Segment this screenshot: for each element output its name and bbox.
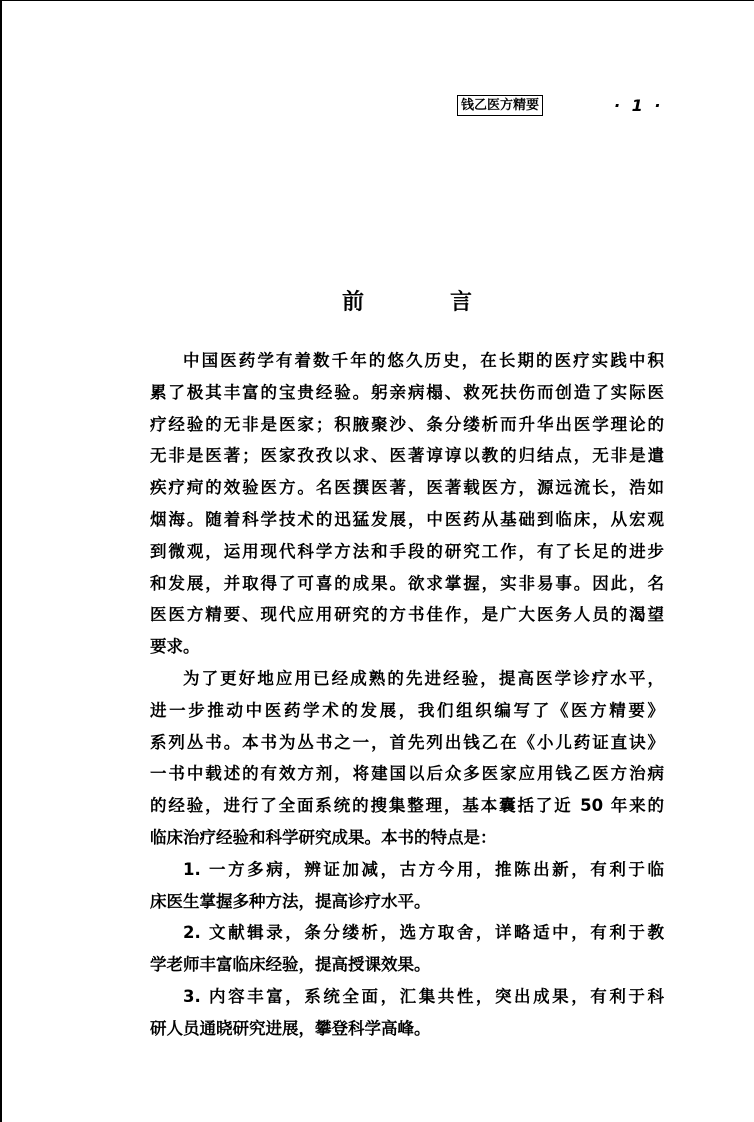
text-line: 系列丛书。本书为丛书之一，首先列出钱乙在《小儿药证直诀》	[150, 732, 664, 752]
text-line: 研人员通晓研究进展，攀登科学高峰。	[150, 1018, 431, 1038]
text-line: 2. 文献辑录，条分缕析，选方取舍，详略适中，有利于教	[183, 923, 664, 943]
section-title	[342, 285, 472, 316]
text-line: 中国医药学有着数千年的悠久历史，在长期的医疗实践中积	[183, 351, 664, 370]
paragraph	[150, 981, 664, 1045]
title-char: 前	[342, 290, 365, 315]
text-line: 1. 一方多病，辨证加减，古方今用，推陈出新，有利于临	[183, 859, 664, 879]
text-line: 床医生掌握多种方法，提高诊疗水平。	[150, 891, 431, 911]
title-char: 言	[449, 290, 472, 315]
paragraph	[150, 854, 664, 918]
text-line: 临床治疗经验和科学研究成果。本书的特点是：	[150, 827, 497, 847]
text-line: 累了极其丰富的宝贵经验。躬亲病榻、救死扶伤而创造了实际医	[150, 382, 664, 402]
text-line: 为了更好地应用已经成熟的先进经验，提高医学诊疗水平，	[183, 668, 664, 688]
text-line: 疗经验的无非是医家；积腋聚沙、条分缕析而升华出医学理论的	[150, 414, 664, 434]
paragraph	[150, 917, 664, 981]
text-line: 烟海。随着科学技术的迅猛发展，中医药从基础到临床，从宏观	[150, 509, 664, 529]
page-number: · 1 ·	[614, 96, 664, 115]
text-line: 无非是医著；医家孜孜以求、医著谆谆以教的归结点，无非是遣	[150, 446, 664, 466]
text-line: 3. 内容丰富，系统全面，汇集共性，突出成果，有利于科	[183, 986, 664, 1006]
running-head-title: 钱乙医方精要	[457, 95, 543, 116]
text-line: 医医方精要、现代应用研究的方书佳作，是广大医务人员的渴望	[150, 605, 664, 625]
preface-body	[150, 345, 664, 1045]
paragraph	[150, 663, 664, 854]
paragraph	[150, 345, 664, 663]
text-line: 学老师丰富临床经验，提高授课效果。	[150, 955, 431, 975]
text-line: 要求。	[150, 637, 200, 657]
text-line: 的经验，进行了全面系统的搜集整理，基本囊括了近 50 年来的	[150, 796, 664, 816]
text-line: 和发展，并取得了可喜的成果。欲求掌握，实非易事。因此，名	[150, 573, 664, 593]
text-line: 到微观，运用现代科学方法和手段的研究工作，有了长足的进步	[150, 541, 664, 561]
text-line: 一书中载述的有效方剂，将建国以后众多医家应用钱乙医方治病	[150, 764, 664, 784]
text-line: 疾疗疴的效验医方。名医撰医著，医著载医方，源远流长，浩如	[150, 478, 664, 498]
text-line: 进一步推动中医药学术的发展，我们组织编写了《医方精要》	[150, 700, 664, 720]
